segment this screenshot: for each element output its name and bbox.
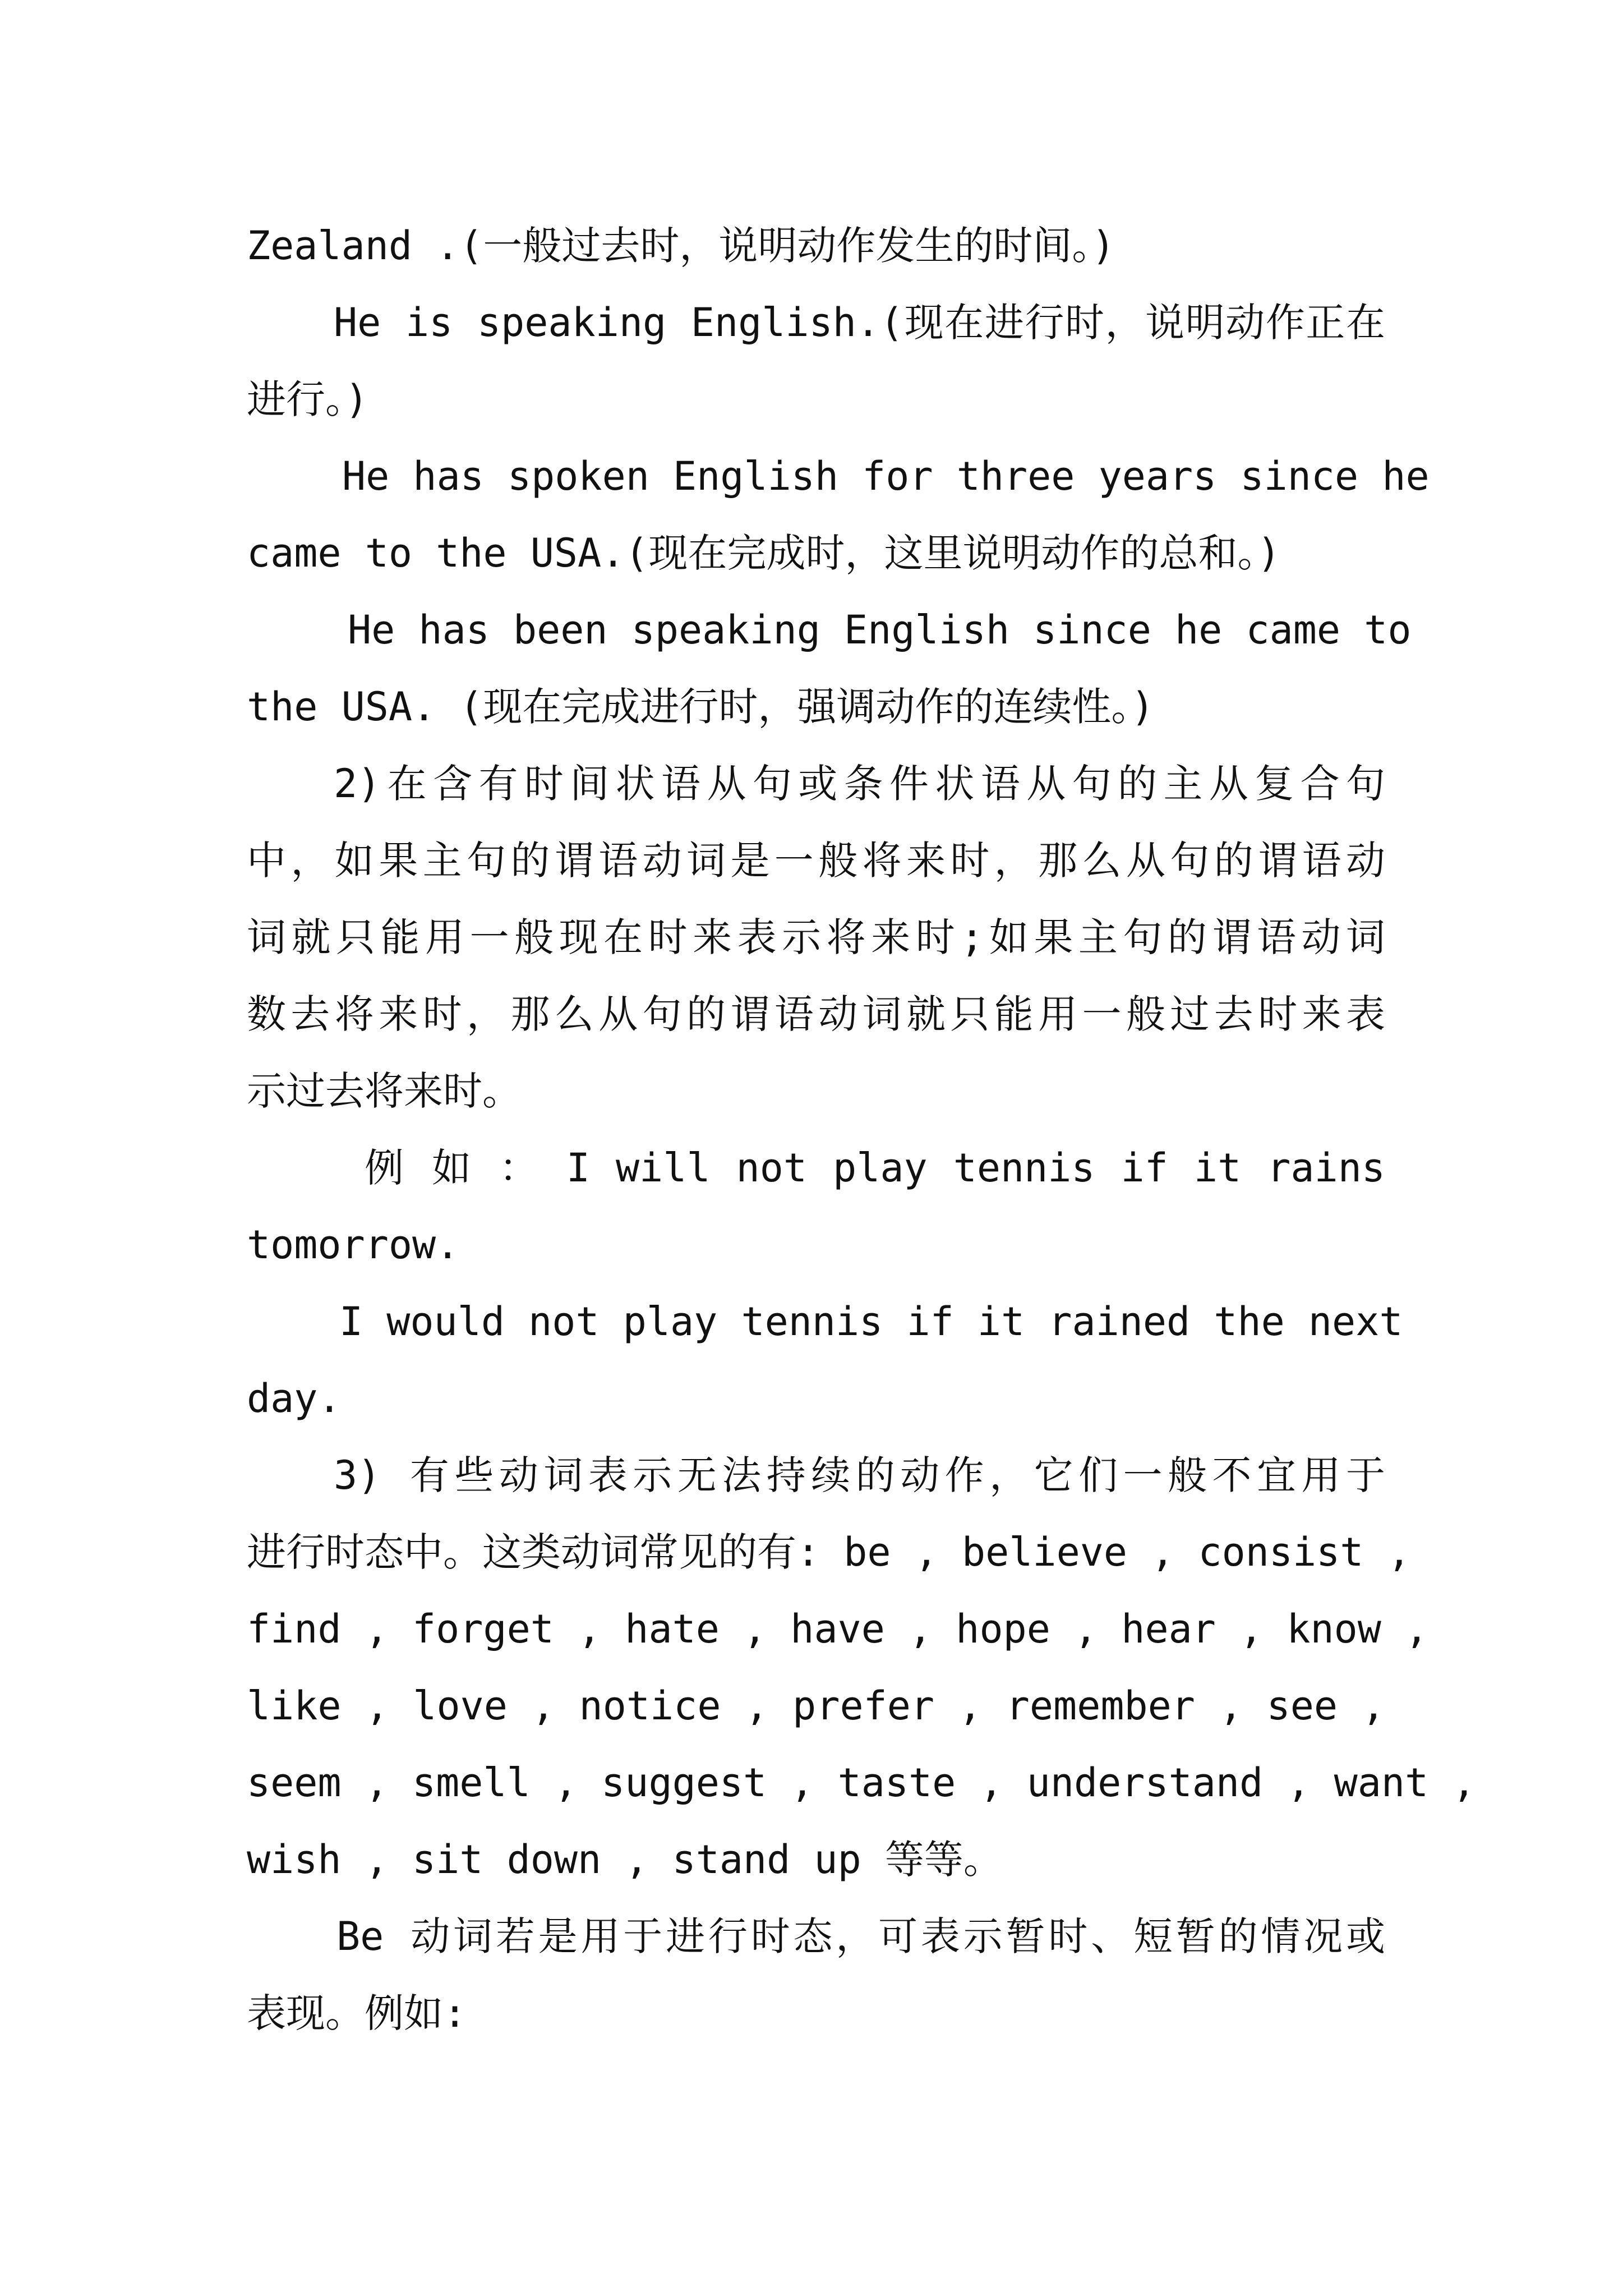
text-line: I would not play tennis if it rained the next [339, 1299, 1403, 1345]
text-line: 示过去将来时。 [247, 1068, 522, 1114]
text-line: 进行时态中。这类动词常见的有: be , believe , consist , [247, 1529, 1411, 1575]
text-line: day. [247, 1375, 342, 1421]
text-line: Zealand .(一般过去时，说明动作发生的时间。) [247, 223, 1115, 269]
text-line: 数去将来时，那么从句的谓语动词就只能用一般过去时来表 [247, 991, 1385, 1037]
text-line: 中，如果主句的谓语动词是一般将来时，那么从句的谓语动 [247, 838, 1385, 884]
text-line: the USA. (现在完成进行时，强调动作的连续性。) [247, 684, 1155, 730]
text-line: He is speaking English.(现在进行时，说明动作正在 [334, 300, 1385, 346]
text-line: 进行。) [247, 376, 369, 422]
text-line: seem , smell , suggest , taste , understand , want , [247, 1760, 1476, 1806]
text-line: 表现。例如: [247, 1990, 467, 2036]
text-line: wish , sit down , stand up 等等。 [247, 1837, 1003, 1883]
text-line: Be 动词若是用于进行时态，可表示暂时、短暂的情况或 [336, 1913, 1385, 1959]
text-line: He has been speaking English since he came to [348, 607, 1412, 653]
text-line: 词就只能用一般现在时来表示将来时;如果主句的谓语动词 [247, 914, 1385, 960]
text-line: He has spoken English for three years since he [342, 453, 1430, 499]
text-line: 例 如 ： I will not play tennis if it rains [365, 1145, 1385, 1191]
text-line: came to the USA.(现在完成时，这里说明动作的总和。) [247, 530, 1281, 576]
text-line: 2)在含有时间状语从句或条件状语从句的主从复合句 [334, 761, 1385, 807]
document-page [247, 208, 1476, 2052]
text-line: 3) 有些动词表示无法持续的动作，它们一般不宜用于 [334, 1452, 1385, 1498]
text-line: find , forget , hate , have , hope , hear , know , [247, 1606, 1429, 1652]
text-line: like , love , notice , prefer , remember , see , [247, 1683, 1385, 1729]
text-line: tomorrow. [247, 1222, 460, 1268]
